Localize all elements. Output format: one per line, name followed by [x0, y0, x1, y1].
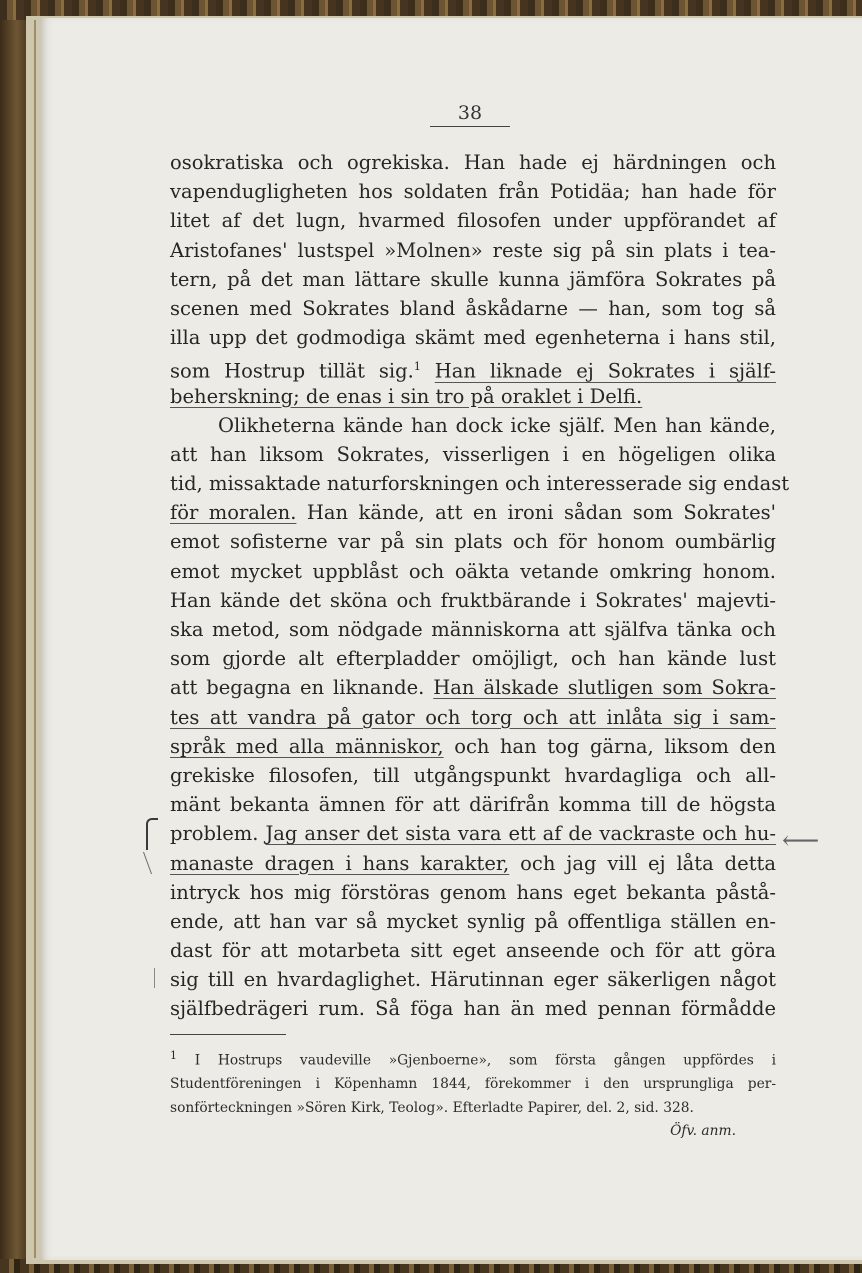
- text-line: [170, 498, 776, 527]
- text-line: [170, 849, 776, 878]
- underlined-segment: manaste dragen i hans karakter,: [170, 851, 510, 875]
- underlined-segment: Jag anser det sista vara ett af de vackraste och hu-: [265, 822, 776, 846]
- footnote-line: sonförteckningen »Sören Kirk, Teolog». Efterladte Papirer, del. 2, sid. 328.: [170, 1099, 694, 1116]
- book-binding-left: [0, 0, 28, 1273]
- footnote-line: [170, 1044, 776, 1073]
- body-text: [170, 148, 790, 1024]
- underlined-segment: beherskning; de enas i sin tro på oraklet i Delfi.: [170, 384, 643, 408]
- page-number: 38: [430, 102, 510, 127]
- underlined-segment: för moralen.: [170, 501, 297, 525]
- text-segment: och han tog gärna, liksom den: [454, 734, 777, 758]
- text-line: själfbedrägeri rum. Så föga han än med pennan förmådde: [170, 997, 776, 1021]
- margin-pencil-mark: [154, 968, 155, 988]
- text-segment: att begagna en liknande.: [170, 676, 425, 700]
- text-line: litet af det lugn, hvarmed filosofen under uppförandet af: [170, 209, 776, 233]
- footnote-marker: 1: [170, 1049, 177, 1062]
- text-line: att han liksom Sokrates, visserligen i en högeligen olika: [170, 442, 776, 466]
- text-line: emot mycket uppblåst och oäkta vetande omkring honom.: [170, 559, 776, 583]
- footnote-signature: Öfv. anm.: [670, 1123, 736, 1140]
- text-line: som gjorde alt efterpladder omöjligt, och han kände lust: [170, 647, 776, 671]
- gutter-line: [34, 20, 36, 1258]
- text-segment: och jag vill ej låta detta: [520, 851, 776, 875]
- text-line: ende, att han var så mycket synlig på offentliga ställen en-: [170, 909, 776, 933]
- text-line: dast för att motarbeta sitt eget anseende och för att göra: [170, 939, 776, 963]
- underlined-segment: Han liknade ej Sokrates i själf-: [434, 359, 777, 383]
- text-line: [170, 819, 776, 848]
- text-line: emot sofisterne var på sin plats och för honom oumbärlig: [170, 530, 776, 554]
- text-line: [170, 382, 776, 411]
- text-line: intryck hos mig förstöras genom hans eget bekanta påstå-: [170, 880, 776, 904]
- text-line: illa upp det godmodiga skämt med egenheterna i hans stil,: [170, 326, 776, 350]
- margin-arrow-icon: ⟵: [782, 826, 820, 856]
- text-segment: Han kände, att en ironi sådan som Sokrates': [306, 501, 777, 525]
- text-line: ska metod, som nödgade människorna att själfva tänka och: [170, 618, 776, 641]
- text-segment: problem.: [170, 822, 259, 846]
- footnote-divider: [170, 1034, 286, 1035]
- text-line: Aristofanes' lustspel »Molnen» reste sig på sin plats i tea-: [170, 238, 776, 262]
- text-line: tes att vandra på gator och torg och att inlåta sig i sam-: [170, 705, 776, 729]
- text-line: [170, 673, 776, 702]
- footnote: [170, 1044, 776, 1144]
- text-line: [170, 352, 776, 381]
- text-segment: som Hostrup tillät sig.: [170, 359, 414, 383]
- margin-bracket-mark: [146, 818, 158, 850]
- text-line: mänt bekanta ämnen för att därifrån komma till de högsta: [170, 793, 776, 817]
- footnote-line: Studentföreningen i Köpenhamn 1844, förekommer i den ursprungliga per-: [170, 1076, 776, 1093]
- text-line: osokratiska och ogrekiska. Han hade ej härdningen och: [170, 151, 776, 174]
- text-line: Han kände det sköna och fruktbärande i Sokrates' majevti-: [170, 588, 776, 612]
- underlined-segment: språk med alla människor,: [170, 734, 444, 758]
- footnote-text: I Hostrups vaudeville »Gjenboerne», som första gången uppfördes i: [194, 1052, 776, 1069]
- text-line: vapendugligheten hos soldaten från Potidäa; han hade för: [170, 180, 776, 204]
- footnote-ref: 1: [413, 360, 421, 374]
- text-line: grekiske filosofen, till utgångspunkt hvardagliga och all-: [170, 763, 776, 787]
- text-line: sig till en hvardaglighet. Härutinnan eger säkerligen något: [170, 968, 776, 992]
- text-line: scenen med Sokrates bland åskådarne — han, som tog så: [170, 296, 776, 320]
- underlined-segment: Han älskade slutligen som Sokra-: [433, 676, 777, 700]
- text-line: tern, på det man lättare skulle kunna jämföra Sokrates på: [170, 267, 776, 291]
- text-line: [170, 732, 776, 761]
- text-line: Olikheterna kände han dock icke själf. Men han kände,: [218, 413, 776, 437]
- text-line: tid, missaktade naturforskningen och interesserade sig endast: [170, 472, 790, 496]
